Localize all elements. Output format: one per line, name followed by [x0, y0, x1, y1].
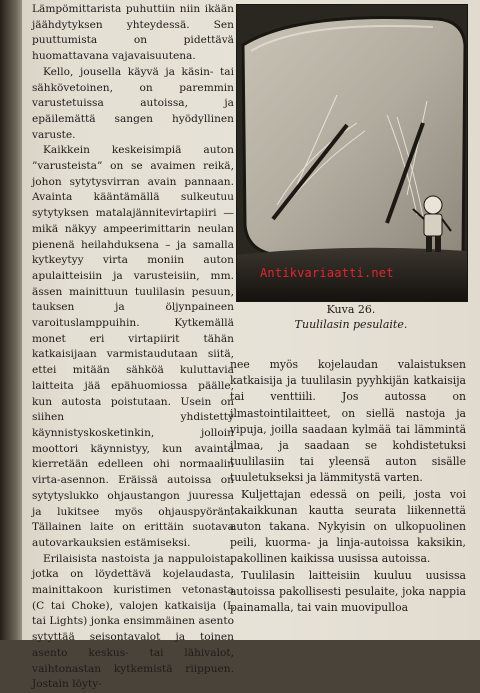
- figure-caption: [236, 302, 466, 332]
- paragraph: Lämpömittarista puhuttiin niin ikään jäähdytyksen yhteydessä. Sen puuttumista on pidettävä huomattavana vajavaisuutena.: [32, 3, 234, 63]
- illustration-drawing: [237, 5, 467, 301]
- watermark-text: Antikvariaatti.net: [260, 266, 394, 280]
- paragraph: Tuulilasin laitteisiin kuuluu uusissa autoissa pakollisesti pesulaite, joka nappia painamalla, tai vain muovipulloa: [230, 568, 466, 615]
- paragraph: Erilaisista nastoista ja nappuloista, jotka on löydettävä kojelaudasta, mainittakoon kuristimen vetonasta (C tai Choke), valojen katkaisija (L tai Lights) jonka ensimmäinen asento sytyttää seisontavalot ja toinen asento keskus- tai lähivalot, vaihtonastan kytkemistä riippuen. Jostain löyty-: [32, 552, 234, 691]
- right-text-column: [230, 357, 466, 616]
- paragraph: Kello, jousella käyvä ja käsin- tai sähkövetoinen, on paremmin varustetuissa autoissa, ja epäilemättä sangen hyödyllinen varuste.: [32, 65, 234, 141]
- book-page: [22, 0, 480, 691]
- windshield-washer-illustration: [236, 4, 468, 302]
- book-spine-edge: [0, 0, 22, 640]
- paragraph: Kaikkein keskeisimpiä auton ”varusteista” on se avaimen reikä, johon sytytysvirran avain pannaan. Avainta kääntämällä sulkeutuu sytytyksen matalajännitevirtapiiri — mikä näkyy ampeerimittarin neulan pienenä heilahduksena – ja samalla kytkeytyy virta moniin auton apulaitteisiin ja varusteisiin, mm. ässen mainittuun tuulilasin pesuun, tauksen ja öljynpaineen varoituslamppuihin. Kytkemällä monet eri virtapiirit tähän katkaisijaan varmistaudutaan siitä, ettei mitään sähköä kuluttavia laitteita jää epähuomiossa päälle, kun autosta poistutaan. Usein on siihen yhdistetty käynnistyskosketinkin, jolloin moottori käynnistyy, kun avainta kierretään edelleen ohi normaalin virta-asennon. Eräissä autoissa on sytytyslukko ohjaustangon juuressa ja lukitsee myös ohjauspyörän. Tällainen laite on erittäin suotava autovarkauksien estämiseksi.: [32, 144, 234, 549]
- paragraph: Kuljettajan edessä on peili, josta voi takaikkunan kautta seurata liikennettä auton takana. Nykyisin on ulkopuolinen peili, kuorma- ja linja-autoissa kaksikin, pakollinen kaikissa uusissa autoissa.: [230, 487, 466, 566]
- figure-subtitle: Tuulilasin pesulaite.: [294, 318, 408, 331]
- figure-title: Kuva 26.: [326, 303, 376, 316]
- paragraph: nee myös kojelaudan valaistuksen katkaisija ja tuulilasin pyyhkijän katkaisija tai venttiili. Jos autossa on ilmastointilaitteet, on siellä nastoja ja vipuja, joilla saadaan kylmää tai lämmintä ilmaa, ja saadaan se kohdistetuksi tuulilasiin tai yleensä auton sisälle tuuletukseksi ja lämmitystä varten.: [230, 358, 466, 485]
- left-text-column: [32, 2, 234, 693]
